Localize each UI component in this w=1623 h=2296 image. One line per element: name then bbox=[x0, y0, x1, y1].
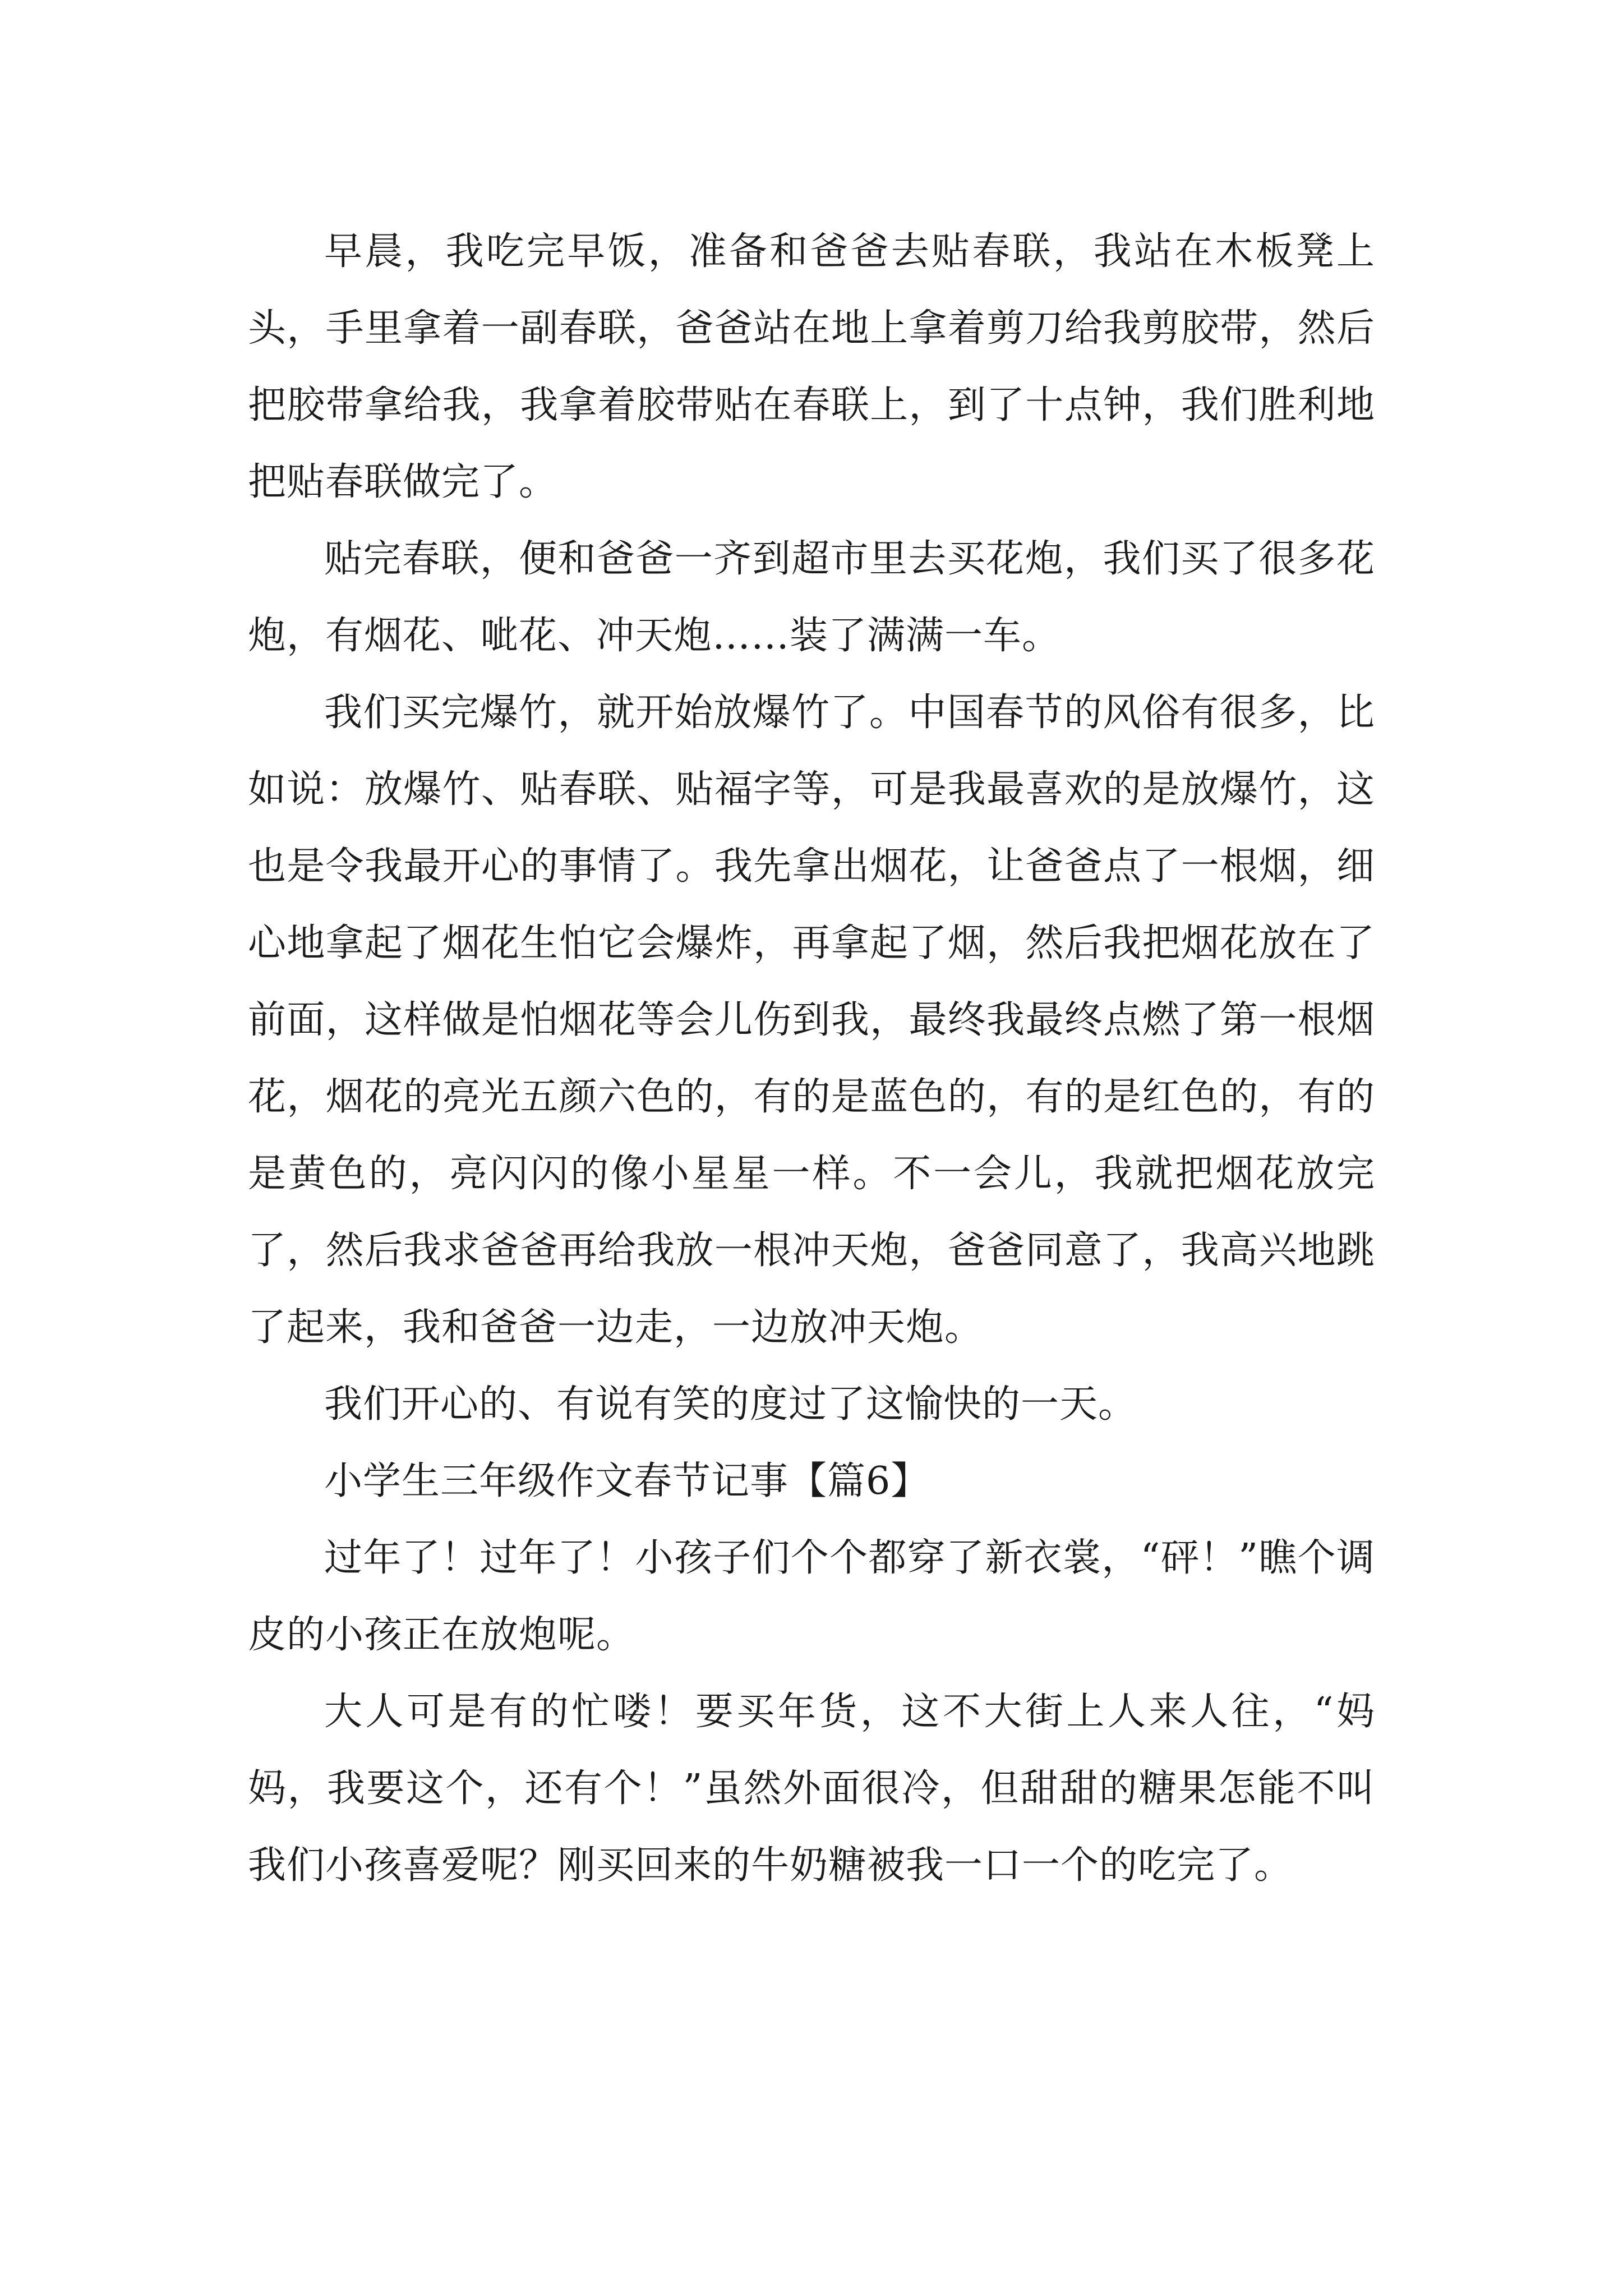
paragraph-buy-fireworks: 贴完春联，便和爸爸一齐到超市里去买花炮，我们买了很多花炮，有烟花、呲花、冲天炮……装了满满一车。 bbox=[248, 537, 1375, 658]
paragraph-set-off-firecrackers: 我们买完爆竹，就开始放爆竹了。中国春节的风俗有很多，比如说：放爆竹、贴春联、贴福字等，可是我最喜欢的是放爆竹，这也是令我最开心的事情了。我先拿出烟花，让爸爸点了一根烟，细心地拿起了烟花生怕它会爆炸，再拿起了烟，然后我把烟花放在了前面，这样做是怕烟花等会儿伤到我，最终我最终点燃了第一根烟花，烟花的亮光五颜六色的，有的是蓝色的，有的是红色的，有的是黄色的，亮闪闪的像小星星一样。不一会儿，我就把烟花放完了，然后我求爸爸再给我放一根冲天炮，爸爸同意了，我高兴地跳了起来，我和爸爸一边走，一边放冲天炮。 bbox=[248, 691, 1375, 1350]
paragraph-morning-couplets: 早晨，我吃完早饭，准备和爸爸去贴春联，我站在木板凳上头，手里拿着一副春联，爸爸站在地上拿着剪刀给我剪胶带，然后把胶带拿给我，我拿着胶带贴在春联上，到了十点钟，我们胜利地把贴春联做完了。 bbox=[248, 229, 1375, 504]
paragraph-new-year: 过年了！过年了！小孩子们个个都穿了新衣裳，“砰！”瞧个调皮的小孩正在放炮呢。 bbox=[248, 1536, 1375, 1657]
paragraph-new-year-shopping: 大人可是有的忙喽！要买年货，这不大街上人来人往，“妈妈，我要这个，还有个！”虽然外面很冷，但甜甜的糖果怎能不叫我们小孩喜爱呢？刚买回来的牛奶糖被我一口一个的吃完了。 bbox=[248, 1690, 1375, 1888]
document-body bbox=[248, 213, 1375, 1904]
paragraph-happy-day: 我们开心的、有说有笑的度过了这愉快的一天。 bbox=[324, 1382, 1137, 1427]
section-heading-part-6: 小学生三年级作文春节记事【篇6】 bbox=[324, 1459, 930, 1503]
